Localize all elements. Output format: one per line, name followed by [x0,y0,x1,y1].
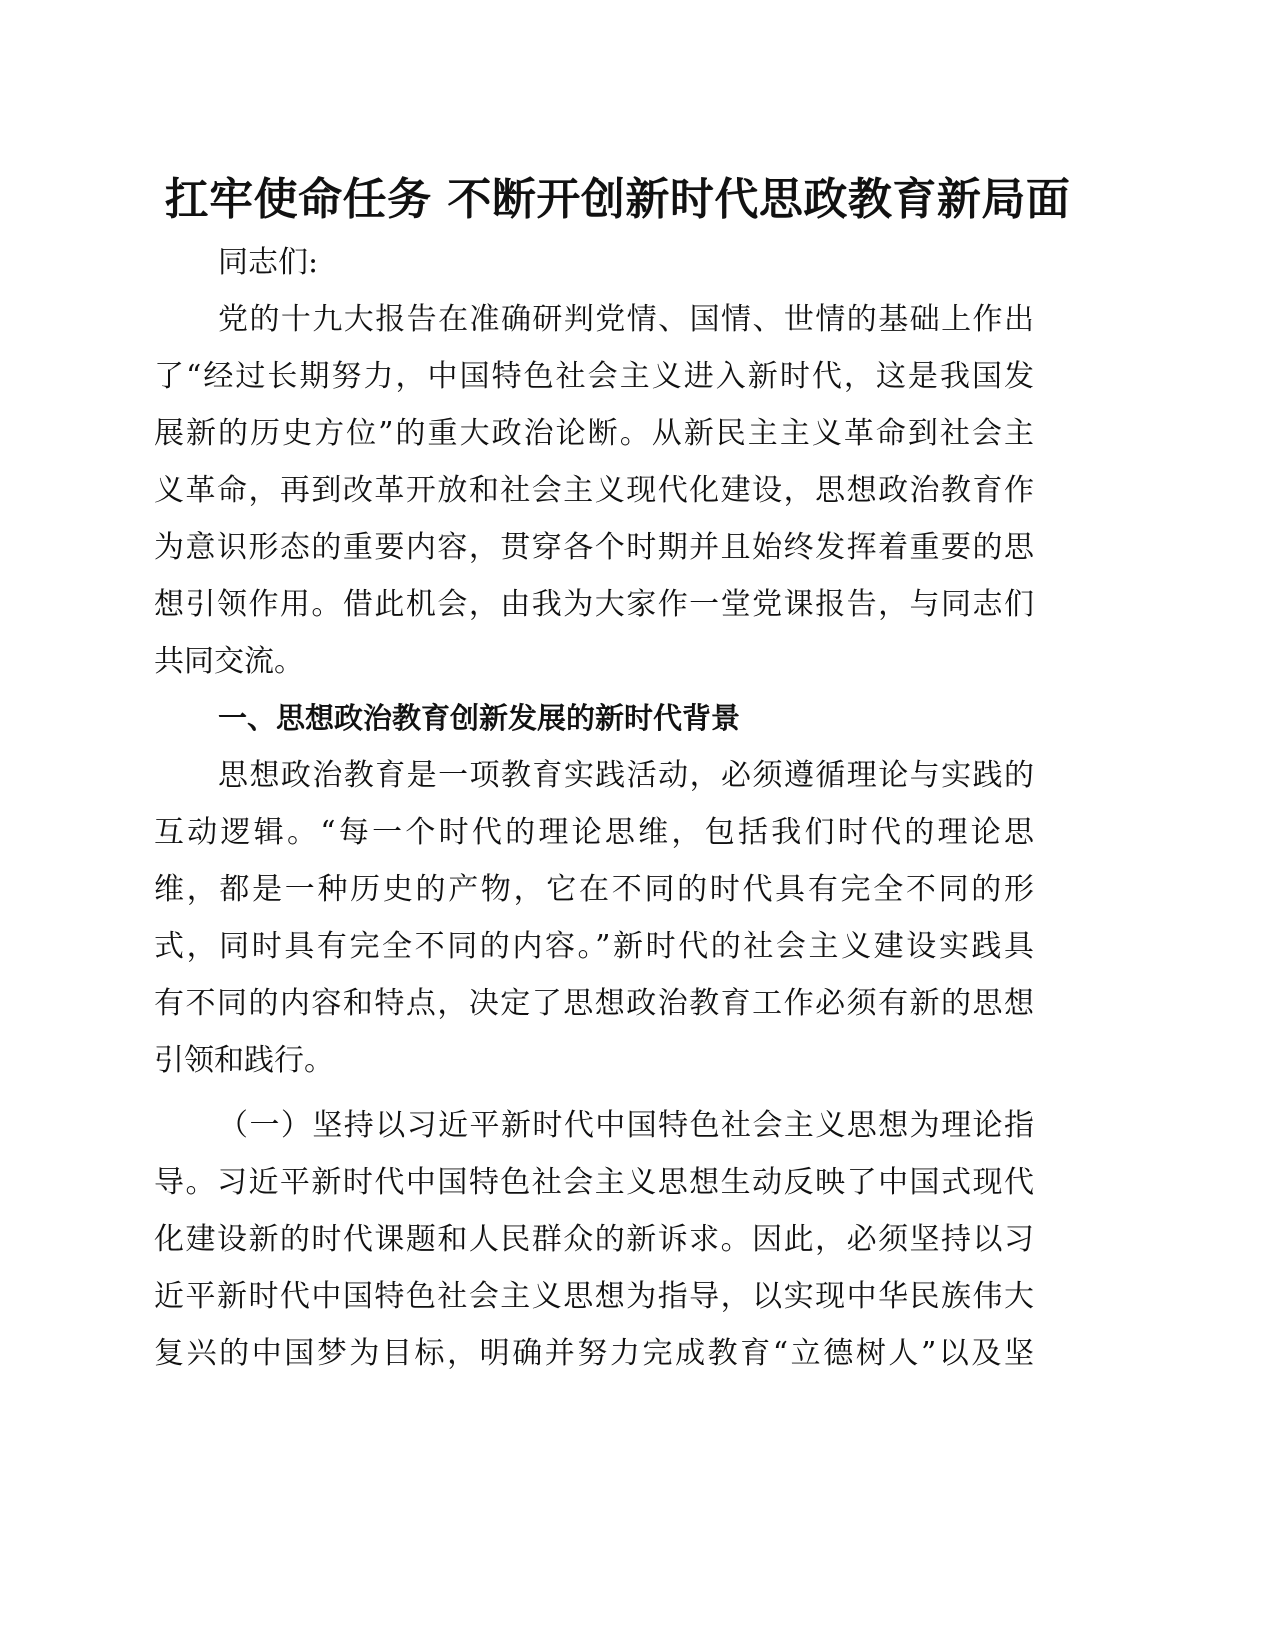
paragraph-3 [154,1097,1034,1382]
section-heading: 一、思想政治教育创新发展的新时代背景 [218,701,741,735]
paragraph-line: 了“经过长期努力，中国特色社会主义进入新时代，这是我国发 [154,359,1034,394]
paragraph-line: 导。习近平新时代中国特色社会主义思想生动反映了中国式现代 [154,1165,1034,1200]
paragraph-line: 互动逻辑。“每一个时代的理论思维，包括我们时代的理论思 [154,815,1034,850]
paragraph-line: 共同交流。 [154,644,304,679]
paragraph-line: 化建设新的时代课题和人民群众的新诉求。因此，必须坚持以习 [154,1222,1034,1257]
paragraph-line: 维，都是一种历史的产物，它在不同的时代具有完全不同的形 [154,872,1034,907]
paragraph-1 [154,291,1034,690]
paragraph-line: 党的十九大报告在准确研判党情、国情、世情的基础上作出 [218,302,1034,337]
paragraph-line: 近平新时代中国特色社会主义思想为指导，以实现中华民族伟大 [154,1279,1034,1314]
paragraph-line: 为意识形态的重要内容，贯穿各个时期并且始终发挥着重要的思 [154,530,1034,565]
paragraph-line: （一）坚持以习近平新时代中国特色社会主义思想为理论指 [218,1108,1034,1143]
paragraph-line: 想引领作用。借此机会，由我为大家作一堂党课报告，与同志们 [154,587,1034,622]
paragraph-line: 思想政治教育是一项教育实践活动，必须遵循理论与实践的 [218,758,1034,793]
paragraph-line: 展新的历史方位”的重大政治论断。从新民主主义革命到社会主 [154,416,1034,451]
paragraph-line: 有不同的内容和特点，决定了思想政治教育工作必须有新的思想 [154,986,1034,1021]
paragraph-gap [154,1089,1034,1097]
paragraph-2 [154,747,1034,1089]
salutation: 同志们: [218,245,319,280]
document-title: 扛牢使命任务 不断开创新时代思政教育新局面 [164,174,1071,225]
document-body [154,234,1034,1382]
paragraph-line: 义革命，再到改革开放和社会主义现代化建设，思想政治教育作 [154,473,1034,508]
paragraph-line: 式，同时具有完全不同的内容。”新时代的社会主义建设实践具 [154,929,1034,964]
paragraph-line: 引领和践行。 [154,1043,334,1078]
paragraph-line: 复兴的中国梦为目标，明确并努力完成教育“立德树人”以及坚 [154,1336,1034,1371]
